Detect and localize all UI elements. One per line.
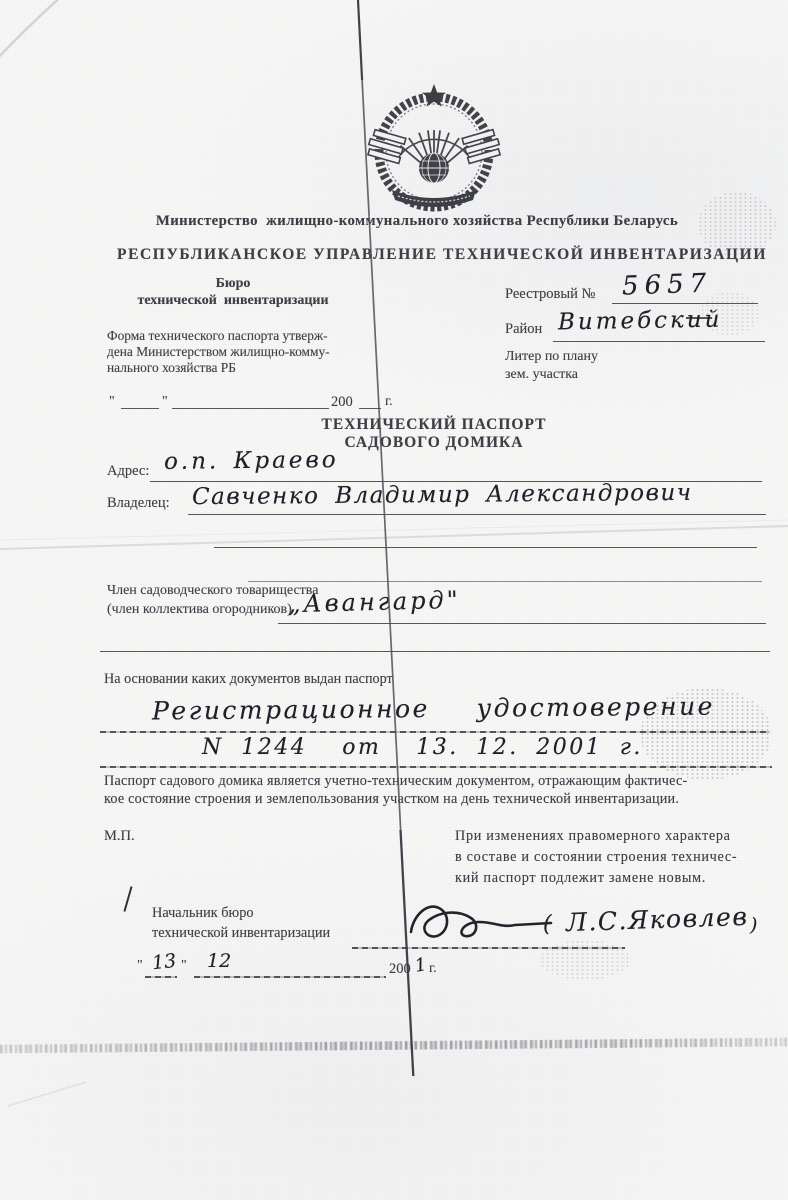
department-title: РЕСПУБЛИКАНСКОЕ УПРАВЛЕНИЕ ТЕХНИЧЕСКОЙ ИНВЕНТАРИЗАЦИИ — [117, 246, 767, 263]
membership-label-line1: Член садоводческого товарищества — [107, 583, 319, 598]
district-label: Район — [505, 321, 543, 337]
ruled-line — [359, 408, 381, 409]
blank-date-year-suffix: г. — [385, 394, 393, 409]
ink-speck-cloud — [640, 688, 772, 780]
ruled-line — [172, 408, 329, 409]
issue-date-close-quote: " — [181, 958, 187, 973]
form-approval-note-line2: дена Министерством жилищно-комму- — [107, 344, 330, 359]
chief-signature-stroke — [405, 898, 560, 953]
basis-value-line1-handwritten: Регистрационное удостоверение — [151, 691, 716, 726]
passport-note-line2: кое состояние строения и землепользования участком на день технической инвентаризации. — [104, 791, 680, 807]
issue-date-year-prefix: 200 — [389, 961, 411, 977]
address-value-handwritten: о.п. Краево — [163, 447, 339, 475]
form-approval-note-line1: Форма технического паспорта утверж- — [107, 328, 328, 343]
owner-label: Владелец: — [107, 495, 170, 511]
change-note-line2: в составе и состоянии строения техничес- — [455, 849, 738, 865]
ink-speck-cloud — [700, 292, 760, 336]
blank-date-close-quote: " — [162, 394, 168, 409]
ink-speck-cloud — [698, 192, 776, 256]
ruled-line — [194, 976, 386, 978]
ruled-line — [100, 651, 770, 652]
ruled-line — [278, 623, 766, 624]
issue-date-month-handwritten: 12 — [207, 950, 232, 972]
signature-close-paren: ) — [750, 914, 758, 936]
passport-note-line1: Паспорт садового домика является учетно-техническим документом, отражающим фактичес- — [104, 773, 688, 789]
membership-value-handwritten: „Авангард" — [287, 585, 462, 619]
issue-date-year-suffix: г. — [429, 961, 437, 976]
basis-value-line2-handwritten: N 1244 от 13. 12. 2001 г. — [202, 735, 643, 760]
bureau-name-line2: технической инвентаризации — [137, 293, 329, 308]
blank-date-year-prefix: 200 — [331, 394, 353, 410]
district-value-handwritten: Витебский — [557, 306, 723, 336]
pen-stroke-mark — [123, 886, 132, 912]
document-title-line1: ТЕХНИЧЕСКИЙ ПАСПОРТ — [321, 416, 547, 433]
address-label: Адрес: — [107, 463, 150, 479]
belarus-coat-of-arms-icon — [366, 78, 502, 214]
change-note-line1: При изменениях правомерного характера — [455, 828, 731, 844]
plan-letter-label-line2: зем. участка — [505, 367, 578, 382]
ruled-line — [214, 547, 757, 548]
ink-speck-cloud — [540, 940, 630, 980]
ministry-line: Министерство жилищно-коммунального хозяйства Республики Беларусь — [155, 213, 679, 229]
document-title-line2: САДОВОГО ДОМИКА — [344, 434, 524, 451]
issue-date-year-digit-handwritten: 1 — [413, 954, 429, 977]
signature-open-paren: ( — [543, 912, 552, 937]
form-approval-note-line3: нального хозяйства РБ — [107, 360, 236, 375]
ruled-line — [553, 341, 765, 342]
blank-date-open-quote: " — [109, 394, 115, 409]
ruled-line — [145, 976, 177, 978]
chief-title-line2: технической инвентаризации — [152, 925, 331, 941]
change-note-line3: кий паспорт подлежит замене новым. — [455, 870, 707, 886]
bureau-name-line1: Бюро — [215, 276, 251, 291]
plan-letter-label-line1: Литер по плану — [505, 349, 598, 364]
signature-name-handwritten: Л.С.Яковлев — [565, 901, 749, 938]
basis-documents-label: На основании каких документов выдан паспорт — [104, 671, 393, 687]
scan-grain-streak — [0, 1038, 788, 1054]
registry-number-value-handwritten: 5657 — [621, 268, 713, 302]
issue-date-day-handwritten: 13 — [150, 949, 178, 975]
owner-value-handwritten: Савченко Владимир Александрович — [191, 479, 693, 511]
issue-date-open-quote: " — [137, 958, 143, 973]
stamp-place-label: М.П. — [104, 828, 135, 844]
ruled-line — [121, 408, 159, 409]
ruled-line — [188, 514, 766, 515]
membership-label-line2: (член коллектива огородников) — [107, 602, 292, 617]
chief-title-line1: Начальник бюро — [152, 905, 254, 921]
registry-number-label: Реестровый № — [505, 286, 596, 302]
ruled-line — [248, 581, 762, 582]
